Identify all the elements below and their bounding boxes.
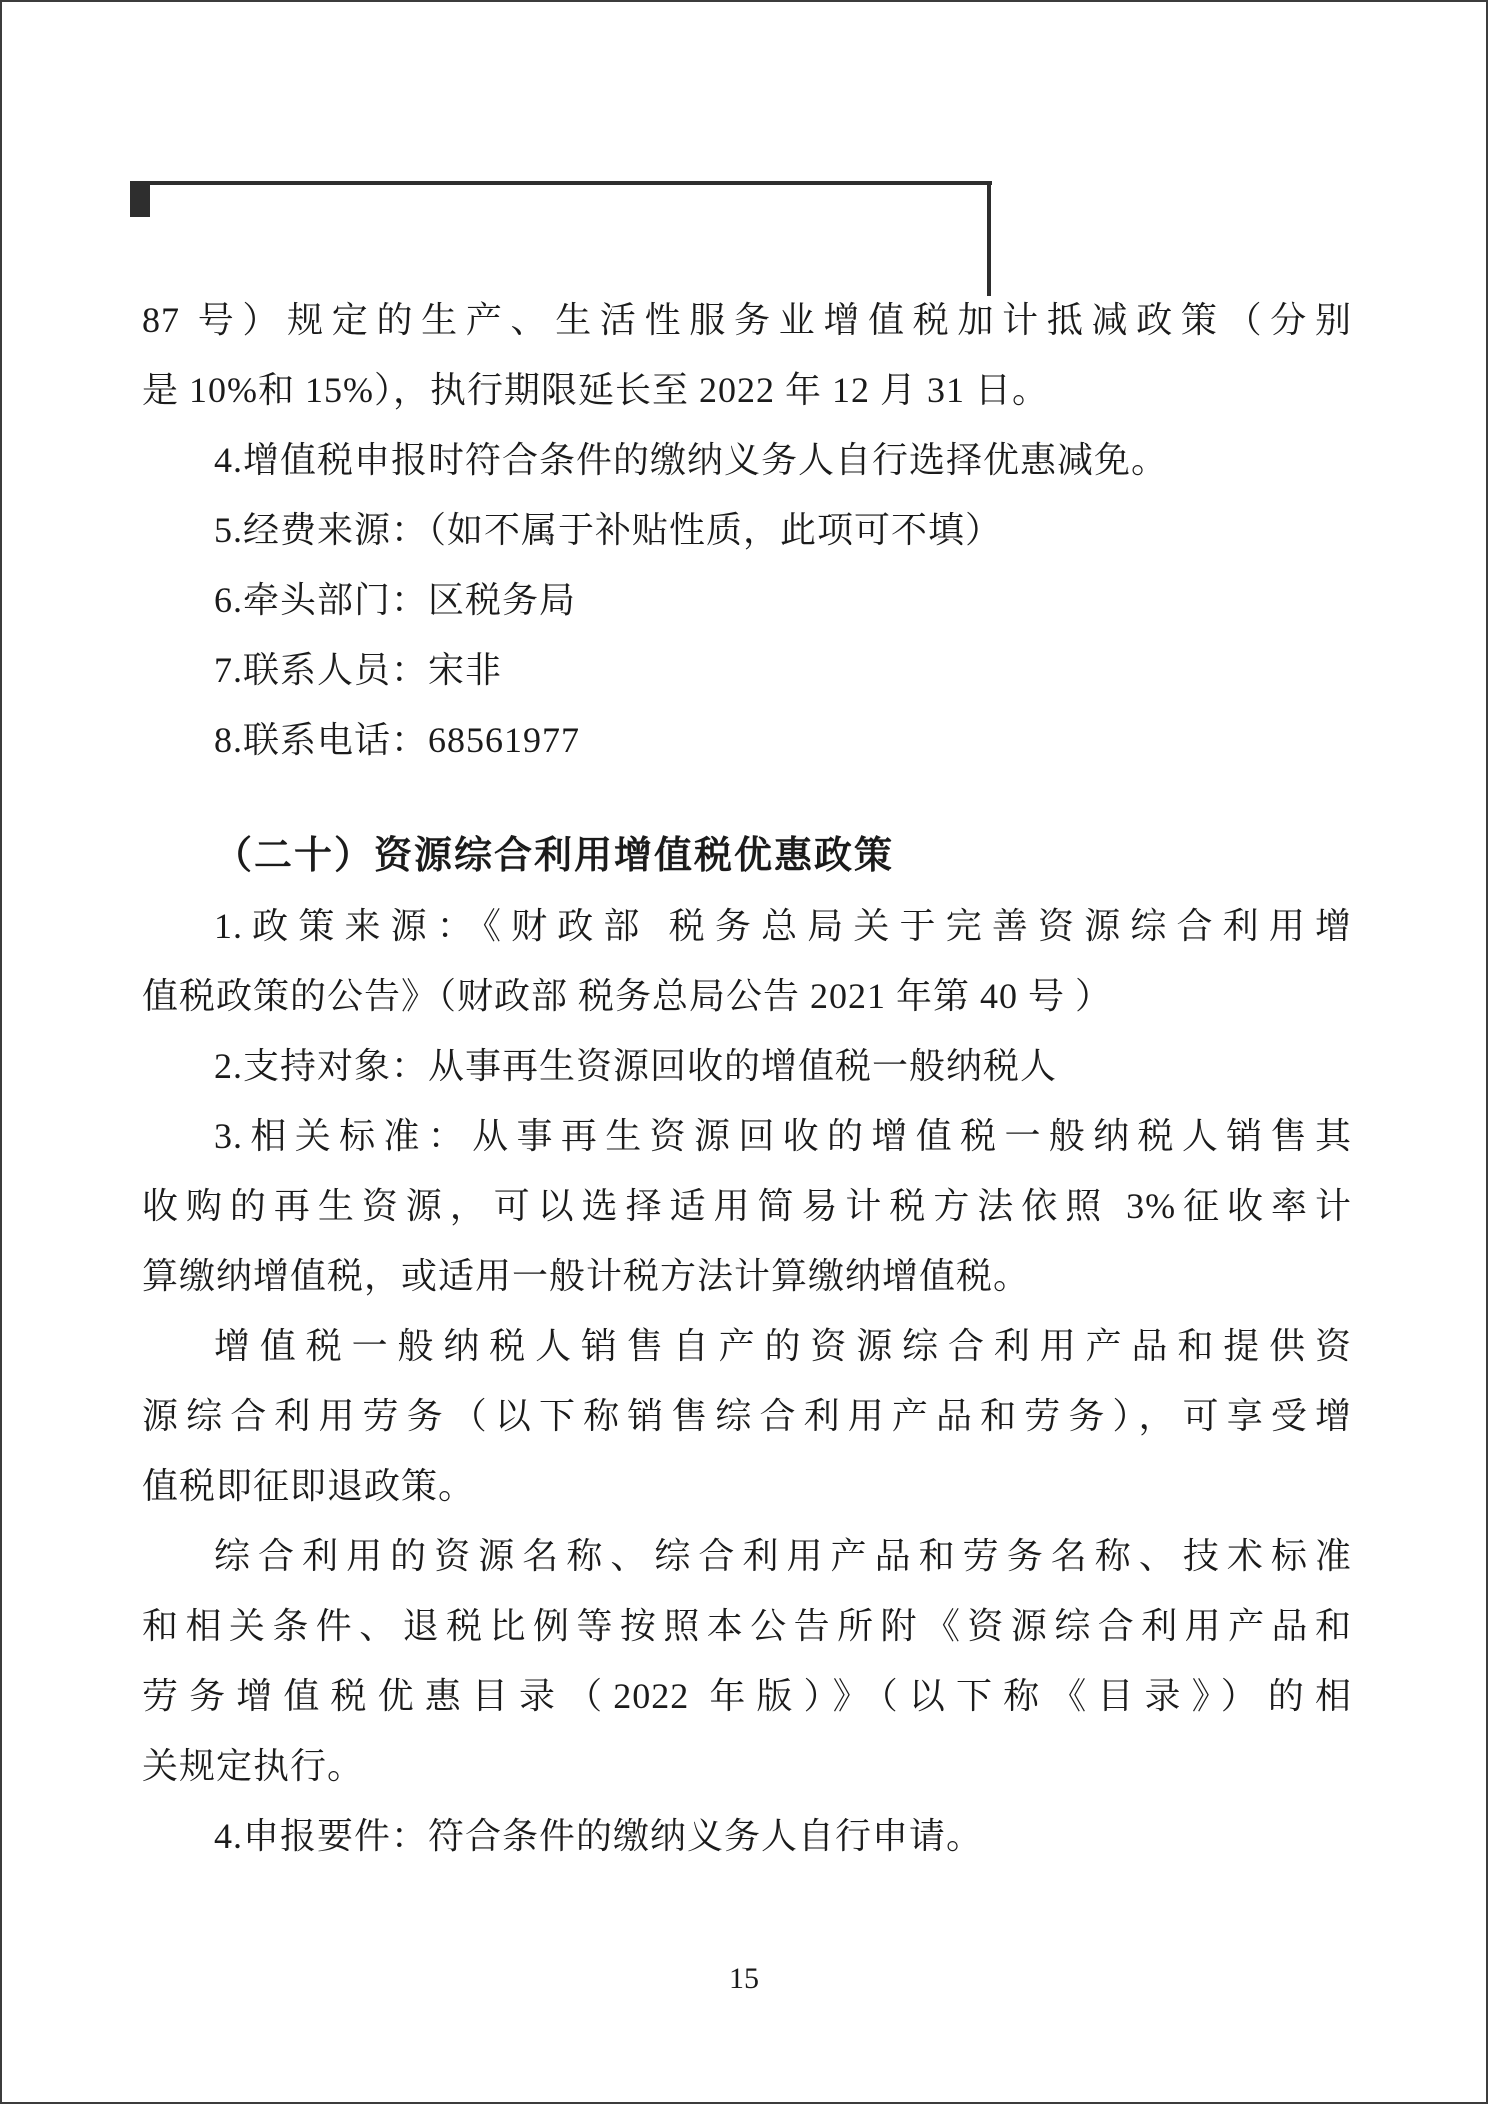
text-line: 和相关条件、退税比例等按照本公告所附《资源综合利用产品和 — [142, 1606, 1352, 1646]
document-body — [142, 285, 1352, 1871]
text-line: 劳务增值税优惠目录（2022 年版）》（以下称《目录》）的相 — [142, 1676, 1352, 1716]
text-line: 值税政策的公告》（财政部 税务总局公告 2021 年第 40 号 ） — [142, 976, 1113, 1016]
text-line: 4.申报要件：符合条件的缴纳义务人自行申请。 — [214, 1816, 984, 1856]
paragraph — [142, 495, 1352, 565]
text-line: 3.相关标准：从事再生资源回收的增值税一般纳税人销售其 — [214, 1116, 1352, 1156]
paragraph — [142, 425, 1352, 495]
paragraph — [142, 891, 1352, 1031]
text-line: 源综合利用劳务（以下称销售综合利用产品和劳务），可享受增 — [142, 1396, 1352, 1436]
text-line: 增值税一般纳税人销售自产的资源综合利用产品和提供资 — [214, 1326, 1352, 1366]
scan-artifact-horizontal-line — [130, 181, 992, 185]
text-line: 8.联系电话：68561977 — [214, 720, 581, 760]
section-heading — [142, 821, 1352, 891]
paragraph — [142, 1101, 1352, 1311]
text-line: 值税即征即退政策。 — [142, 1466, 476, 1506]
paragraph — [142, 285, 1352, 425]
text-line: 5.经费来源：（如不属于补贴性质，此项可不填） — [214, 510, 1003, 550]
text-line: 是 10%和 15%），执行期限延长至 2022 年 12 月 31 日。 — [142, 370, 1049, 410]
text-line: 收购的再生资源，可以选择适用简易计税方法依照 3%征收率计 — [142, 1186, 1352, 1226]
paragraph — [142, 635, 1352, 705]
text-line: 6.牵头部门：区税务局 — [214, 580, 577, 620]
paragraph — [142, 1801, 1352, 1871]
paragraph — [142, 1311, 1352, 1521]
paragraph — [142, 1521, 1352, 1801]
text-line: 2.支持对象：从事再生资源回收的增值税一般纳税人 — [214, 1046, 1058, 1086]
scan-artifact-vertical-line — [987, 181, 991, 296]
text-line: 算缴纳增值税，或适用一般计税方法计算缴纳增值税。 — [142, 1256, 1031, 1296]
text-line: 综合利用的资源名称、综合利用产品和劳务名称、技术标准 — [214, 1536, 1352, 1576]
text-line: 87 号）规定的生产、生活性服务业增值税加计抵减政策（分别 — [142, 300, 1352, 340]
text-line: 1.政策来源：《财政部 税务总局关于完善资源综合利用增 — [214, 906, 1352, 946]
text-line: 关规定执行。 — [142, 1746, 365, 1786]
paragraph — [142, 1031, 1352, 1101]
paragraph — [142, 705, 1352, 775]
text-line: （二十）资源综合利用增值税优惠政策 — [214, 835, 895, 877]
text-line: 4.增值税申报时符合条件的缴纳义务人自行选择优惠减免。 — [214, 440, 1169, 480]
scan-artifact-mark — [130, 185, 150, 217]
text-line: 7.联系人员：宋非 — [214, 650, 503, 690]
paragraph — [142, 565, 1352, 635]
page-number: 15 — [729, 1962, 759, 1995]
